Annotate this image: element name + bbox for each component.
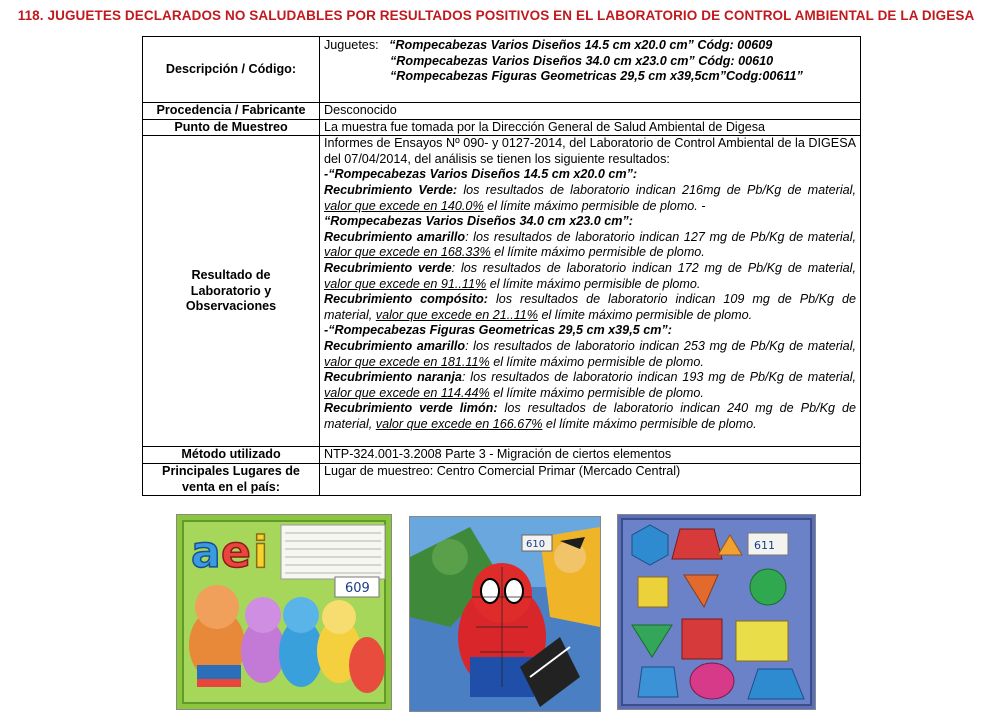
result-heading-1: -“Rompecabezas Varios Diseños 14.5 cm x20.0 cm”: xyxy=(324,167,638,182)
product-info-table xyxy=(142,36,861,496)
photo1-tag: 609 xyxy=(345,581,370,596)
svg-text:a: a xyxy=(191,527,221,578)
value-muestreo: La muestra fue tomada por la Dirección General de Salud Ambiental de Digesa xyxy=(320,119,861,136)
result-heading-2: “Rompecabezas Varios Diseños 34.0 cm x23.0 cm”: xyxy=(324,214,633,229)
value-lugares: Lugar de muestreo: Centro Comercial Primar (Mercado Central) xyxy=(320,464,861,496)
value-metodo: NTP-324.001-3.2008 Parte 3 - Migración de ciertos elementos xyxy=(320,447,861,464)
svg-text:e: e xyxy=(221,527,251,578)
value-resultado xyxy=(320,136,861,447)
row-procedencia xyxy=(143,103,861,120)
result-item-6: Recubrimiento naranja: los resultados de laboratorio indican 193 mg de Pb/Kg de material, valor que excede en 114.44% el límite máximo permisible de plomo. xyxy=(324,370,856,400)
label-muestreo: Punto de Muestreo xyxy=(143,119,320,136)
photo-puzzle-geometric xyxy=(617,514,816,710)
label-lugares: Principales Lugares de venta en el país: xyxy=(143,464,320,496)
photo-puzzle-cartoon xyxy=(176,514,392,710)
photo3-tag: 611 xyxy=(754,539,775,552)
result-item-2: Recubrimiento amarillo: los resultados de laboratorio indican 127 mg de Pb/Kg de material, valor que excede en 168.33% el límite máximo permisible de plomo. xyxy=(324,229,856,260)
row-descripcion xyxy=(143,37,861,103)
superhero-puzzle-image xyxy=(410,517,600,711)
result-item-3: Recubrimiento verde: los resultados de laboratorio indican 172 mg de Pb/Kg de material, valor que excede en 91..11% el límite máximo permisible de plomo. xyxy=(324,260,856,291)
product-photos xyxy=(0,512,992,714)
photo-puzzle-superhero xyxy=(409,516,601,712)
row-resultado xyxy=(143,136,861,447)
label-descripcion: Descripción / Código: xyxy=(143,37,320,103)
photo2-tag: 610 xyxy=(526,539,546,550)
result-item-4: Recubrimiento compósito: los resultados de laboratorio indican 109 mg de Pb/Kg de material, valor que excede en 21..11% el límite máximo permisible de plomo. xyxy=(324,292,857,322)
svg-text:i: i xyxy=(253,527,269,578)
label-procedencia: Procedencia / Fabricante xyxy=(143,103,320,120)
desc-item-2: “Rompecabezas Varios Diseños 34.0 cm x23.0 cm” Códg: 00610 xyxy=(390,53,774,68)
value-procedencia: Desconocido xyxy=(320,103,861,120)
row-muestreo xyxy=(143,119,861,136)
label-metodo: Método utilizado xyxy=(143,447,320,464)
result-heading-3: -“Rompecabezas Figuras Geometricas 29,5 cm x39,5 cm”: xyxy=(324,323,672,338)
label-resultado: Resultado de Laboratorio y Observaciones xyxy=(143,136,320,447)
result-item-5: Recubrimiento amarillo: los resultados de laboratorio indican 253 mg de Pb/Kg de material, valor que excede en 181.11% el límite máximo permisible de plomo. xyxy=(324,338,856,369)
row-lugares xyxy=(143,464,861,496)
result-item-1: Recubrimiento Verde: los resultados de laboratorio indican 216mg de Pb/Kg de material, valor que excede en 140.0% el límite máximo permisible de plomo. - xyxy=(324,182,856,213)
geometric-puzzle-image xyxy=(618,515,815,709)
result-item-7: Recubrimiento verde limón: los resultados de laboratorio indican 240 mg de Pb/Kg de material, valor que excede en 166.67% el límite máximo permisible de plomo. xyxy=(324,401,856,431)
desc-prefix: Juguetes: xyxy=(324,38,379,52)
row-metodo xyxy=(143,447,861,464)
cartoon-puzzle-image xyxy=(177,515,391,709)
desc-item-1: “Rompecabezas Varios Diseños 14.5 cm x20.0 cm” Códg: 00609 xyxy=(389,38,773,52)
result-intro: Informes de Ensayos Nº 090- y 0127-2014, del Laboratorio de Control Ambiental de la DIGESA del 07/04/2014, del análisis se tienen los siguiente resultados: xyxy=(324,136,856,166)
page-title: 118. JUGUETES DECLARADOS NO SALUDABLES POR RESULTADOS POSITIVOS EN EL LABORATORIO DE CONTROL AMBIENTAL DE LA DIGESA xyxy=(17,8,975,23)
value-descripcion xyxy=(320,37,861,103)
desc-item-3: “Rompecabezas Figuras Geometricas 29,5 cm x39,5cm”Codg:00611” xyxy=(390,69,803,84)
